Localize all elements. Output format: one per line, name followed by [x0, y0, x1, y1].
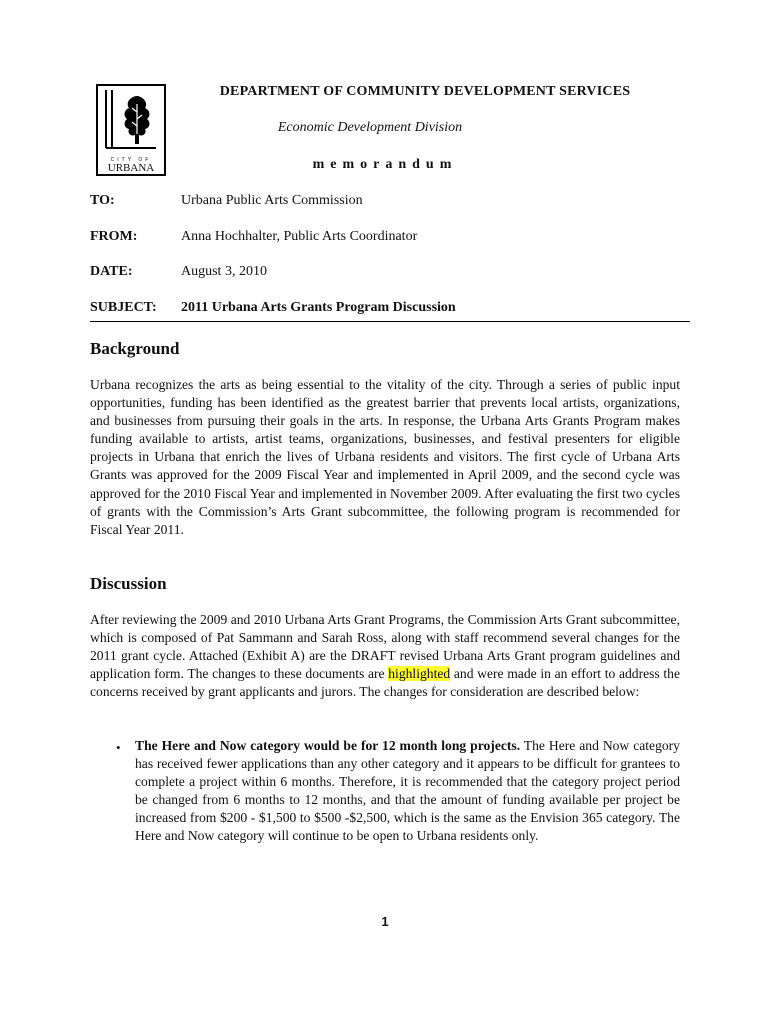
division-title: Economic Development Division — [277, 120, 463, 135]
page-number: 1 — [381, 914, 389, 929]
logo-urbana-text: URBANA — [107, 162, 155, 174]
date-label: DATE: — [90, 264, 133, 279]
discussion-text-end: and were made in an effort to address the concerns received by grant applicants and jurors. The changes for consideration are described below: — [90, 666, 680, 700]
from-value: Anna Hochhalter, Public Arts Coordinator — [181, 229, 418, 244]
department-title: DEPARTMENT OF COMMUNITY DEVELOPMENT SERVICES — [219, 84, 631, 99]
city-of-urbana-logo — [96, 84, 166, 176]
date-value: August 3, 2010 — [181, 264, 267, 279]
logo-city-of-text: CITY OF — [110, 157, 152, 163]
subject-label: SUBJECT: — [90, 300, 157, 315]
header-divider — [90, 321, 690, 322]
bullet-icon: • — [116, 740, 121, 755]
discussion-paragraph — [90, 611, 680, 701]
discussion-text-start: After reviewing the 2009 and 2010 Urbana Arts Grant Programs, the Commission Arts Grant subcommittee, which is composed of Pat Sammann and Sarah Ross, along with staff recommend several changes for the 2011 grant cycle. Attached (Exhibit A) are the DRAFT revised Urbana Arts Grant program guidelines and application form. The changes to these documents are — [90, 612, 680, 682]
to-value: Urbana Public Arts Commission — [181, 193, 363, 208]
background-paragraph: Urbana recognizes the arts as being essential to the vitality of the city. Through a series of public input opportunities, funding has been identified as the greatest barrier that prevents local artists, organizations, and businesses from pursuing their goals in the arts. In response, the Urbana Arts Grants Program makes funding available to artists, artist teams, organizations, businesses, and festival presenters for eligible projects in Urbana that enrich the lives of Urbana residents and visitors. The first cycle of Urbana Arts Grants was approved for the 2009 Fiscal Year and implemented in April 2009, and the second cycle was approved for the 2010 Fiscal Year and implemented in November 2009. After evaluating the first two cycles of grants with the Commission’s Arts Grant subcommittee, the following program is recommended for Fiscal Year 2011. — [90, 377, 680, 537]
background-heading: Background — [90, 339, 180, 358]
highlighted-word: highlighted — [388, 666, 451, 682]
bullet-bold-lead: The Here and Now category would be for 12 month long projects. — [135, 738, 521, 753]
discussion-heading: Discussion — [90, 574, 167, 593]
bullet-body: The Here and Now category has received fewer applications than any other category and it appears to be difficult for grantees to complete a project within 6 months. Therefore, it is recommended that the category project period be changed from 6 months to 12 months, and that the amount of funding available per project be increased from $200 - $1,500 to $500 -$2,500, which is the same as the Envision 365 category. The Here and Now category will continue to be open to Urbana residents only. — [135, 738, 680, 844]
bullet-item — [135, 737, 680, 846]
to-label: TO: — [90, 193, 115, 208]
subject-value: 2011 Urbana Arts Grants Program Discussion — [181, 300, 456, 315]
from-label: FROM: — [90, 229, 138, 244]
memorandum-title: memorandum — [312, 157, 458, 172]
tree-icon — [98, 86, 164, 156]
